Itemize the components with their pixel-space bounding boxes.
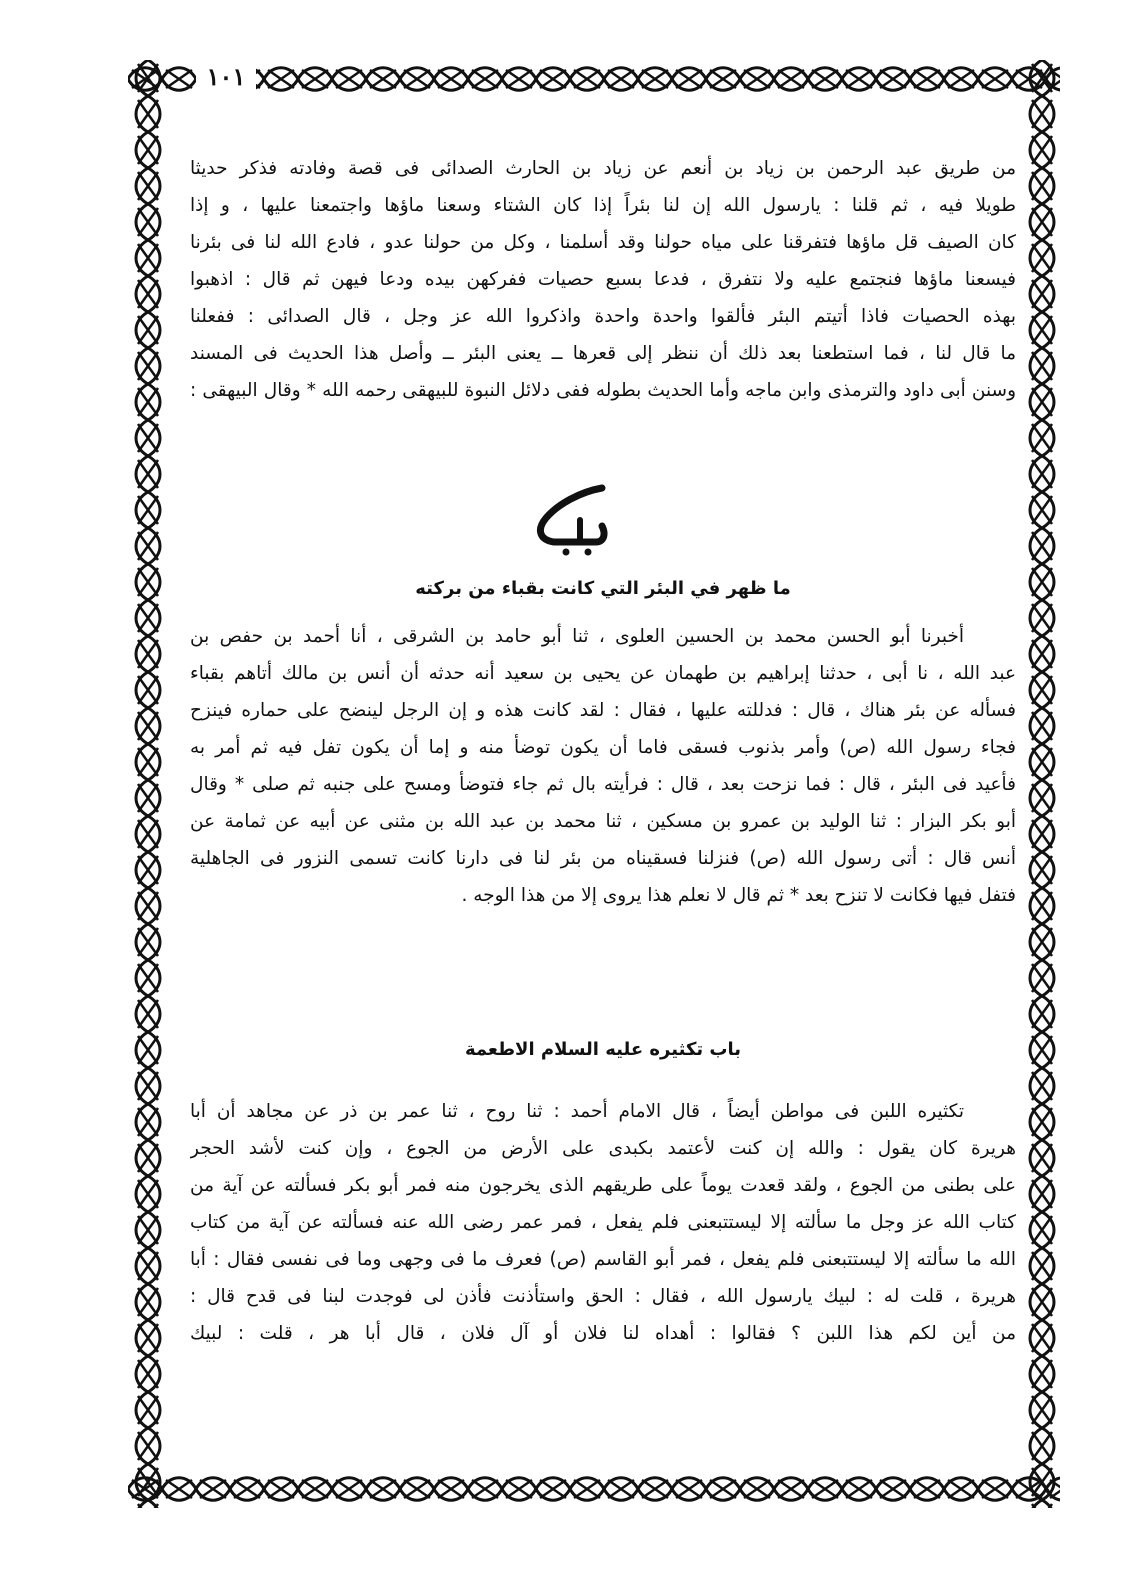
text-line: هريرة كان يقول : والله إن كنت لأعتمد بكبدى على الأرض من الجوع ، وإن كنت لأشد الحجر [190, 1138, 1016, 1159]
text-line: فيسعنا ماؤها فنجتمع عليه ولا نتفرق ، فدعا بسبع حصيات ففركهن بيده ودعا فيهن ثم قال : اذهبوا [190, 269, 1016, 290]
text-line: أنس قال : أتى رسول الله (ص) فنزلنا فسقيناه من بئر لنا فى دارنا كانت تسمى النزور فى الجاهلية [190, 848, 1016, 869]
text-line: هريرة ، قلت له : لبيك يارسول الله ، فقال : الحق واستأذنت فأذن لى فوجدت لبنا فى قدح قال : [190, 1286, 1016, 1307]
page-number: ١٠١ [196, 62, 256, 92]
text-line: على بطنى من الجوع ، ولقد قعدت يوماً على طريقهم الذى يخرجون منه فمر أبو بكر فسألته عن آية من [190, 1175, 1016, 1196]
decorative-bab-heading [510, 478, 610, 560]
text-line: فسأله عن بئر هناك ، قال : فدللته عليها ، فقال : لقد كانت هذه و إن الرجل لينضح على حماره فينزح [190, 700, 1016, 721]
text-line: فجاء رسول الله (ص) وأمر بذنوب فسقى فاما أن يكون توضأ منه و إما أن يكون تفل فيه ثم أمر به [190, 737, 1016, 758]
text-line: تكثيره اللبن فى مواطن أيضاً ، قال الامام أحمد : ثنا روح ، ثنا عمر بن ذر عن مجاهد أن أبا [190, 1101, 964, 1122]
text-line: من طريق عبد الرحمن بن زياد بن أنعم عن زياد بن الحارث الصدائى فى قصة وفادته فذكر حديثا [190, 158, 1016, 179]
text-line: من أين لكم هذا اللبن ؟ فقالوا : أهداه لنا فلان أو آل فلان ، قال أبا هر ، قلت : لبيك [190, 1323, 1016, 1344]
text-line: ما قال لنا ، فما استطعنا بعد ذلك أن ننظر إلى قعرها ــ يعنى البئر ــ وأصل هذا الحديث فى المسند [190, 343, 1016, 364]
section-heading: ما ظهر في البئر التي كانت بقباء من بركته [415, 578, 791, 599]
text-line: كتاب الله عز وجل ما سألته إلا ليستتبعنى فلم يفعل ، فمر عمر رضى الله عنه فسألته عن آية من كتاب [190, 1212, 1016, 1233]
text-line: طويلا فيه ، ثم قلنا : يارسول الله إن لنا بئراً إذا كان الشتاء وسعنا ماؤها واجتمعنا عليها ، و إذا [190, 195, 1016, 216]
ornamental-border-bottom [128, 1470, 1060, 1508]
text-line: كان الصيف قل ماؤها فتفرقنا على مياه حولنا وقد أسلمنا ، وكل من حولنا عدو ، فادع الله لنا فى بئرنا [190, 232, 1016, 253]
text-line: عبد الله ، نا أبى ، حدثنا إبراهيم بن طهمان عن يحيى بن سعيد أنه حدثه أن أنس بن مالك أتاهم بقباء [190, 663, 1016, 684]
text-line: أبو بكر البزار : ثنا الوليد بن عمرو بن مسكين ، ثنا محمد بن عبد الله بن مثنى عن أبيه عن ثمامة عن [190, 811, 1016, 832]
section-2-body [190, 618, 1016, 914]
section-3-body [190, 1093, 1016, 1352]
section-1-body [190, 150, 1016, 409]
ornamental-border-left [128, 60, 168, 1508]
text-line: وسنن أبى داود والترمذى وابن ماجه وأما الحديث بطوله ففى دلائل النبوة للبيهقى رحمه الله * وقال البيهقى : [190, 380, 1016, 401]
ornamental-border-top [128, 60, 1060, 98]
text-line: فتفل فيها فكانت لا تنزح بعد * ثم قال لا نعلم هذا يروى إلا من هذا الوجه . [461, 885, 1016, 906]
text-line: أخبرنا أبو الحسن محمد بن الحسين العلوى ، ثنا أبو حامد بن الشرقى ، أنا أحمد بن حفص بن [190, 626, 964, 647]
text-line: فأعيد فى البئر ، قال : فما نزحت بعد ، قال : فرأيته بال ثم جاء فتوضأ ومسح على جنبه ثم صلى * وقال [190, 774, 1016, 795]
text-line: بهذه الحصيات فاذا أتيتم البئر فألقوا واحدة واحدة واذكروا الله عز وجل ، قال الصدائى : ففعلنا [190, 306, 1016, 327]
text-line: الله ما سألته إلا ليستتبعنى فلم يفعل ، فمر أبو القاسم (ص) فعرف ما فى وجهى وما فى نفسى فقال : أبا [190, 1249, 1016, 1270]
ornamental-border-right [1022, 60, 1062, 1508]
section-heading: باب تكثيره عليه السلام الاطعمة [464, 1039, 742, 1060]
